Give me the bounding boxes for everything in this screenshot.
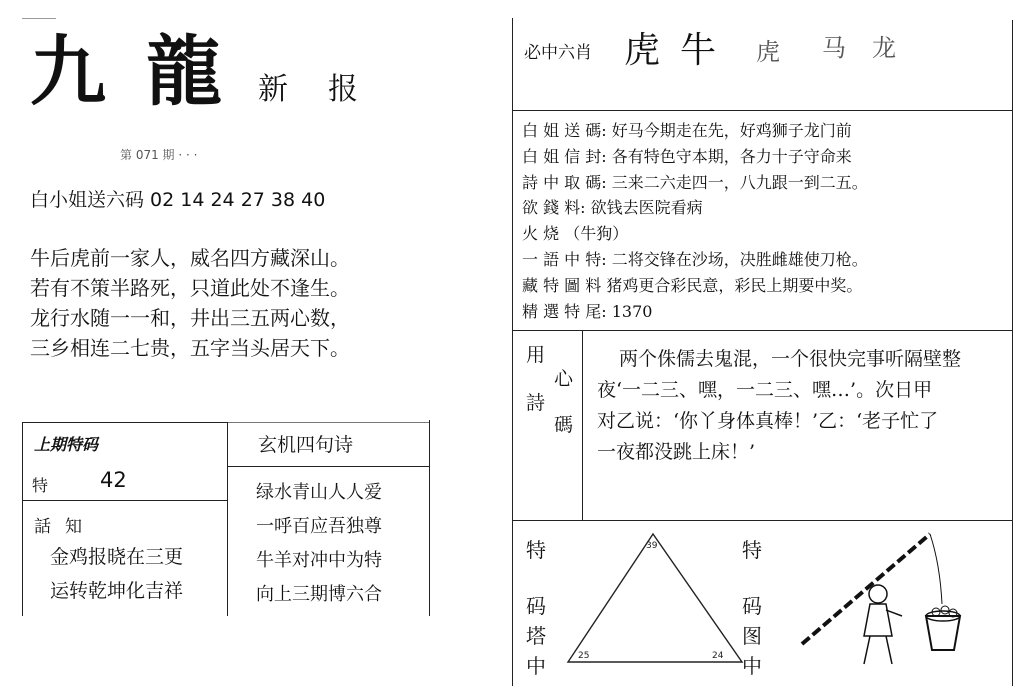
tower-right-bottom: 中	[742, 654, 762, 678]
info-text: 三来二六走四一，八九跟一到二五。	[611, 172, 868, 192]
info-row	[522, 299, 868, 325]
header-zodiac-5: 龙	[872, 34, 896, 62]
te-label: 特	[32, 476, 49, 495]
hua-zhi-lines	[50, 540, 183, 608]
header-zodiac-2: 牛	[680, 30, 717, 71]
info-label: 白 姐 送 碼:	[522, 121, 607, 140]
te-box-rule	[22, 500, 227, 501]
xuanji-line: 向上三期博六合	[256, 584, 382, 605]
xuanji-lines	[256, 476, 382, 612]
story-line: 一夜都没跳上床！’	[597, 441, 756, 463]
bucket-content	[941, 606, 949, 614]
info-rule	[512, 330, 1012, 331]
triangle-right-number: 24	[712, 651, 724, 661]
header-label: 必中六肖	[524, 43, 592, 63]
triangle-shape	[568, 534, 742, 662]
poem-line: 牛后虎前一家人，威名四方藏深山。	[30, 246, 350, 270]
masthead-bao: 报	[328, 72, 358, 107]
info-row	[522, 170, 868, 196]
masthead-jiu: 九	[30, 27, 104, 116]
story-line: 夜‘一二三、嘿，一二三、嘿…’。次日甲	[597, 379, 933, 401]
info-text: 欲钱去医院看病	[590, 198, 703, 218]
info-label: 火 烧	[522, 224, 560, 244]
issue-line: 第 071 期 · · ·	[120, 148, 198, 162]
story-bottom-rule	[512, 520, 1012, 521]
info-label: 詩 中 取 碼:	[522, 172, 607, 192]
header-rule	[512, 110, 1012, 111]
info-row	[522, 144, 868, 170]
story-line: 对乙说：‘你丫身体真棒！’乙：‘老子忙了	[597, 410, 939, 432]
right-frame-left	[512, 18, 513, 686]
info-row	[522, 247, 868, 273]
top-left-dash	[22, 18, 56, 19]
info-text: 二将交锋在沙场，决胜雌雄使刀枪。	[611, 249, 868, 269]
child-head	[869, 585, 887, 603]
story-line: 两个侏儒去鬼混，一个很快完事听隔壁整	[619, 348, 962, 370]
hua-line: 运转乾坤化吉祥	[50, 580, 184, 602]
poem-line: 龙行水随一一和，井出三五两心数，	[30, 306, 350, 330]
child-body	[864, 604, 892, 636]
poem-line: 若有不策半路死，只道此处不逢生。	[30, 276, 350, 300]
box-top-right	[227, 422, 429, 423]
hua-zhi-label: 話知	[34, 517, 96, 537]
poem-line: 三乡相连二七贵，五字当头居天下。	[30, 336, 350, 360]
child-with-pole-illustration	[790, 524, 1000, 674]
header-zodiac-1: 虎	[624, 30, 661, 71]
info-text: 好马今期走在先，好鸡狮子龙门前	[611, 121, 852, 140]
child-legs	[864, 636, 892, 664]
tower-right-low: 图	[742, 624, 762, 648]
triangle-left-number: 25	[578, 651, 590, 661]
story	[597, 344, 961, 468]
info-row	[522, 221, 868, 247]
info-row	[522, 118, 868, 144]
special-triangle	[560, 528, 750, 668]
main-poem	[30, 243, 350, 363]
tower-left-bottom: 中	[526, 654, 546, 678]
xuanji-line: 绿水青山人人爱	[256, 482, 382, 503]
box-top-left	[22, 422, 227, 423]
yongxin-xin: 心	[554, 368, 574, 390]
info-row	[522, 195, 868, 221]
masthead-long: 龍	[146, 27, 222, 116]
xuanji-title: 玄机四句诗	[258, 434, 354, 456]
info-label: 精 選 特 尾:	[522, 301, 607, 321]
masthead-xin: 新	[258, 72, 288, 107]
info-label: 藏 特 圖 料	[522, 275, 602, 295]
triangle-top-number: 39	[646, 541, 658, 551]
tower-right-mid: 码	[742, 594, 762, 618]
info-label: 欲 錢 料:	[522, 198, 586, 218]
info-text: 1370	[611, 301, 653, 321]
info-label: 一 語 中 特:	[522, 249, 607, 269]
box-left-edge	[22, 422, 23, 616]
info-text: 猪鸡更合彩民意，彩民上期要中奖。	[606, 275, 863, 295]
box-middle-divider	[227, 422, 228, 616]
xuanji-title-rule	[227, 466, 429, 467]
hua-line: 金鸡报晓在三更	[50, 546, 184, 568]
last-special-label: 上期特码	[34, 435, 99, 454]
yongxin-ma: 碼	[554, 414, 574, 436]
box-right-edge	[429, 420, 430, 616]
info-label: 白 姐 信 封:	[522, 146, 607, 166]
header-zodiac-4: 马	[822, 34, 846, 62]
numbers-line: 白小姐送六码 02 14 24 27 38 40	[30, 189, 326, 211]
tower-left-mid: 码	[526, 594, 546, 618]
header-zodiac-3: 虎	[756, 38, 780, 66]
info-text: 各有特色守本期，各力十子守命来	[611, 146, 852, 166]
yongxin-yong: 用	[526, 344, 546, 366]
tower-left-top: 特	[526, 538, 546, 562]
fishing-line	[930, 534, 942, 604]
tower-left-low: 塔	[526, 624, 546, 648]
yongxin-shi: 詩	[526, 392, 546, 414]
right-frame-right	[1012, 20, 1013, 686]
info-text: （牛狗）	[564, 224, 629, 244]
tower-right-top: 特	[742, 538, 762, 562]
info-row	[522, 273, 868, 299]
xuanji-line: 牛羊对冲中为特	[256, 550, 382, 571]
last-special-value: 42	[100, 468, 127, 492]
yongxin-divider	[582, 330, 583, 520]
info-rows	[522, 118, 868, 324]
xuanji-line: 一呼百应吾独尊	[256, 516, 382, 537]
